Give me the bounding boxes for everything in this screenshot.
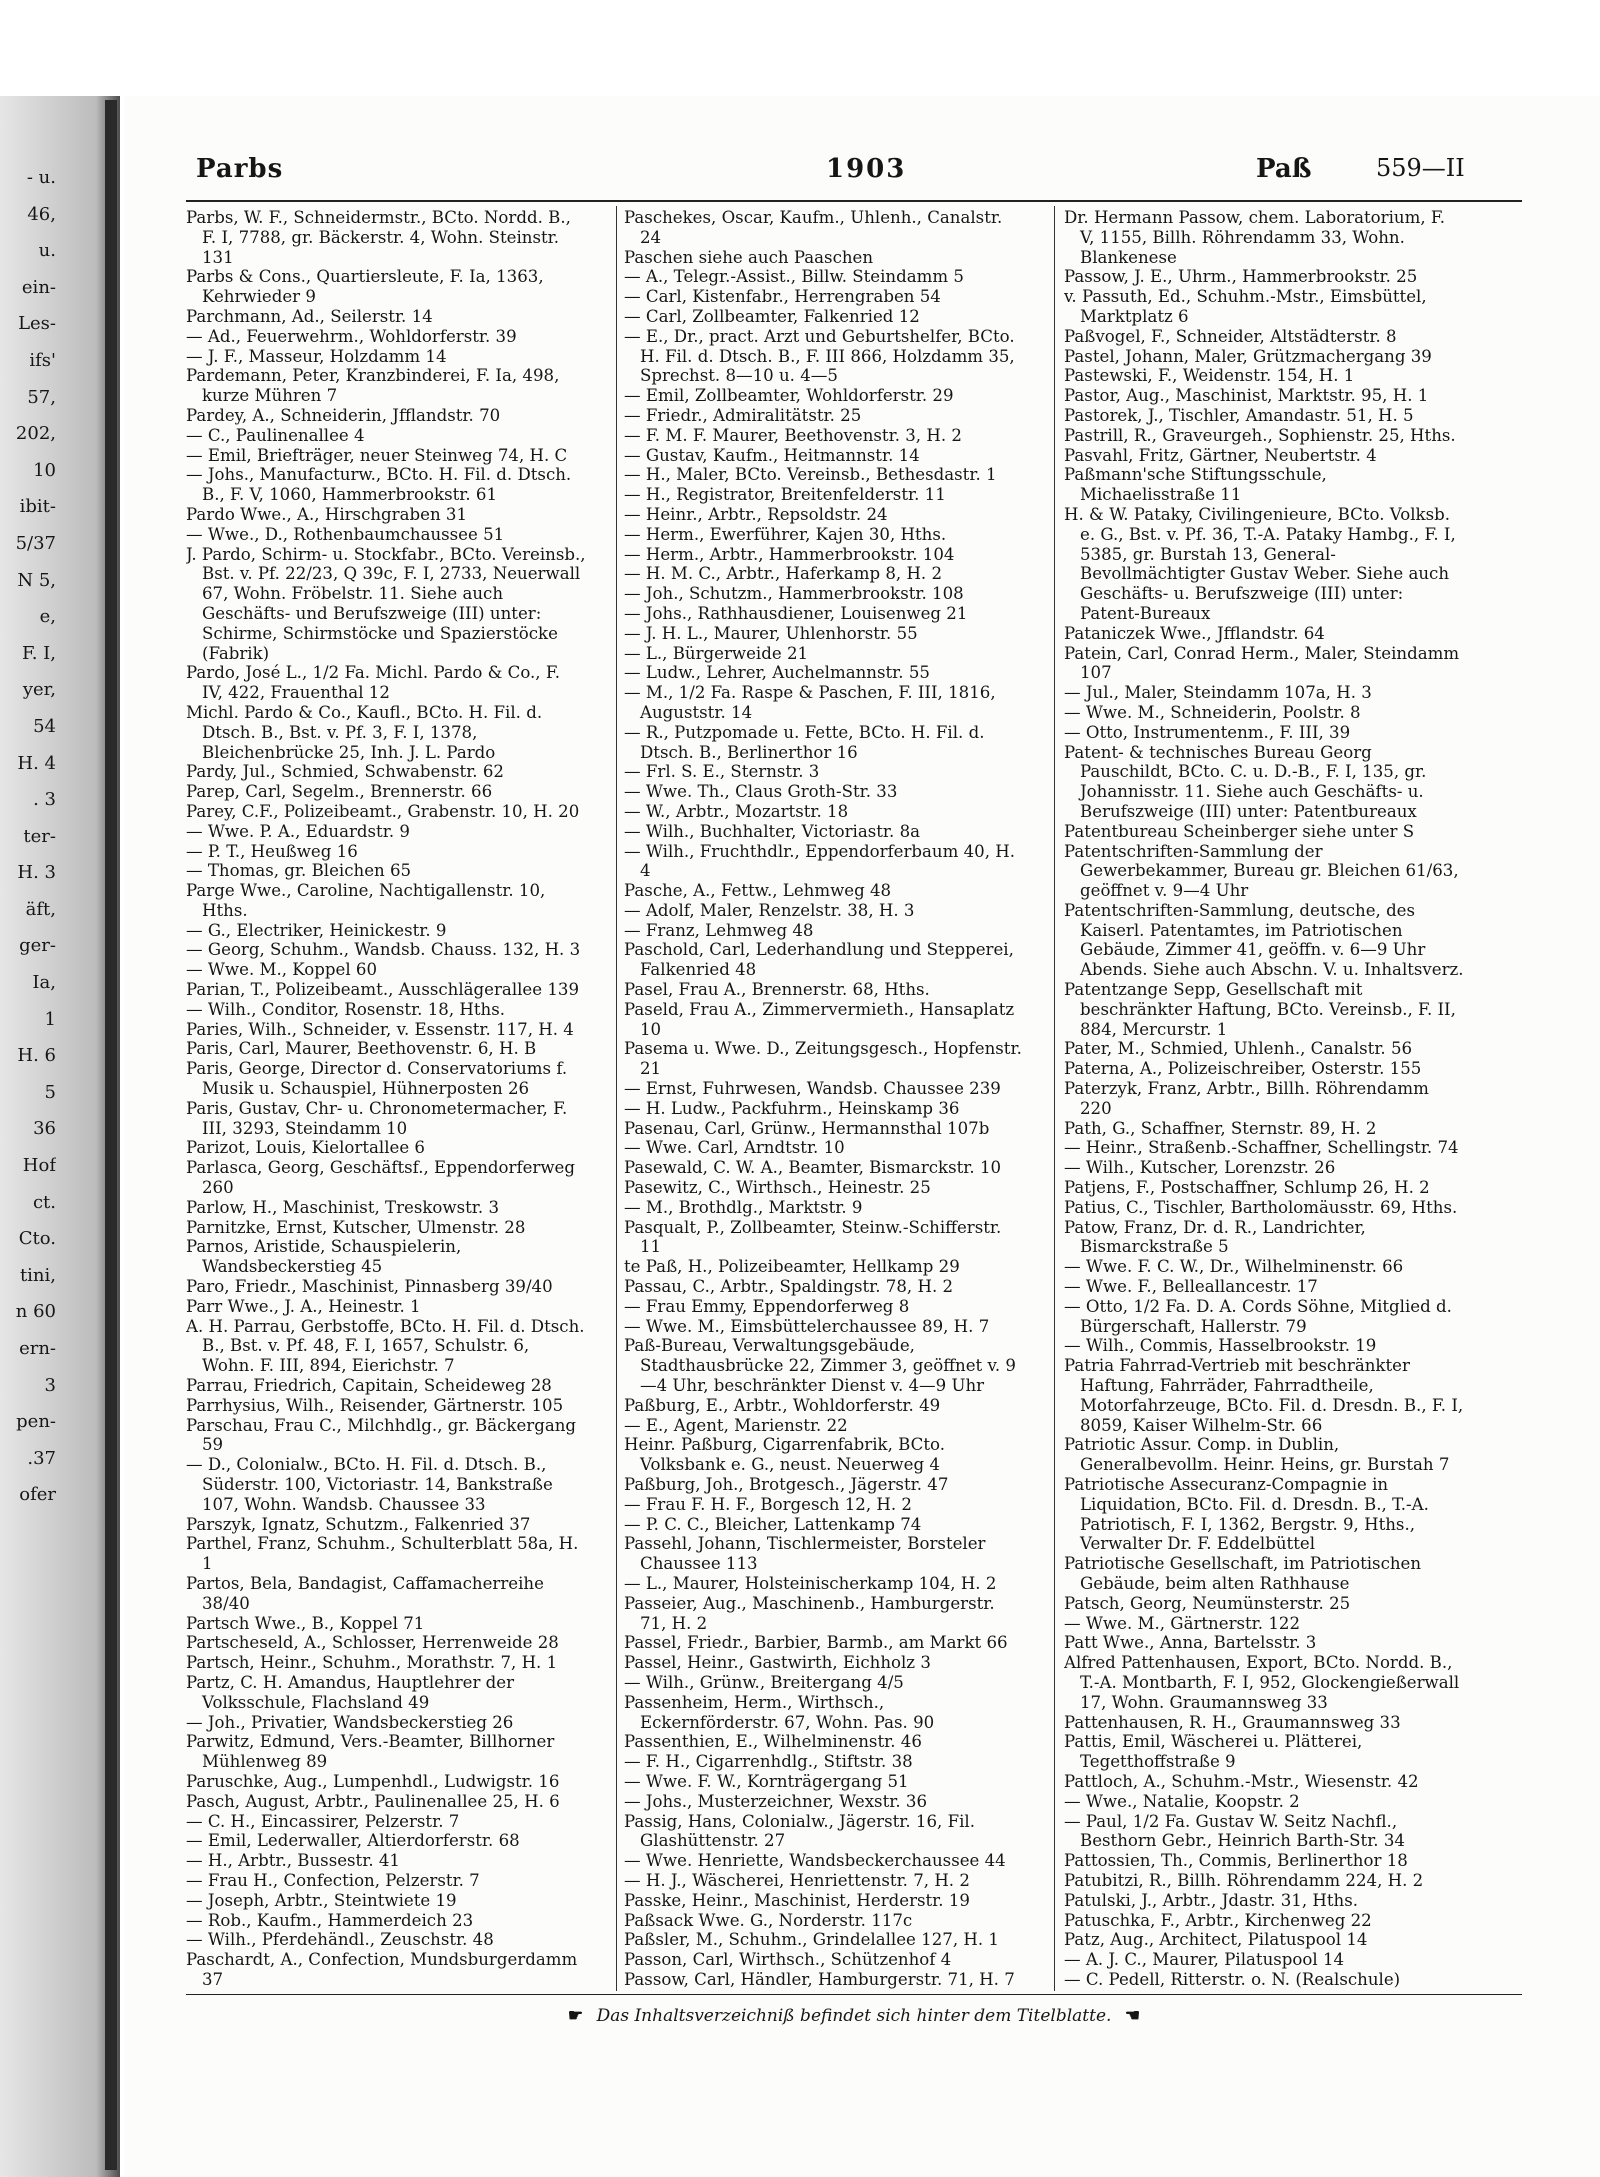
directory-entry: Patjens, F., Postschaffner, Schlump 26, H. 2 [1064,1178,1430,1198]
directory-entry: — C. Pedell, Ritterstr. o. N. (Realschule) [1064,1969,1401,1989]
running-header [186,154,1522,194]
directory-entry: — Wilh., Buchhalter, Victoriastr. 8a [624,821,921,841]
directory-entry: Passau, C., Arbtr., Spaldingstr. 78, H. 2 [624,1277,954,1297]
directory-entry: — Wwe. M., Gärtnerstr. 122 [1064,1613,1301,1633]
directory-entry: — Joh., Privatier, Wandsbeckerstieg 26 [186,1712,514,1732]
gutter-fragment: Hof [22,1155,56,1177]
directory-entry: — Wwe. Th., Claus Groth-Str. 33 [624,782,898,802]
column-separator [616,206,617,1991]
gutter-fragment: ein- [21,276,56,298]
gutter-fragment: N 5, [17,569,56,591]
directory-entry: Paries, Wilh., Schneider, v. Essenstr. 117, H. 4 [186,1019,574,1039]
directory-entry: — Wilh., Conditor, Rosenstr. 18, Hths. [186,999,506,1019]
directory-entry: Pardo, José L., 1/2 Fa. Michl. Pardo & Co., F. IV, 422, Frauenthal 12 [186,663,561,703]
directory-entry: Partos, Bela, Bandagist, Caffamacherreihe 38/40 [186,1573,544,1613]
directory-entry: Patubitzi, R., Billh. Röhrendamm 224, H. 2 [1064,1870,1424,1890]
gutter-fragment: Les- [18,313,56,335]
directory-entry: Patt Wwe., Anna, Bartelsstr. 3 [1064,1633,1317,1653]
directory-entry: Passow, J. E., Uhrm., Hammerbrookstr. 25 [1064,267,1418,287]
directory-entry: Paßsack Wwe. G., Norderstr. 117c [624,1910,913,1930]
directory-entry: — F. H., Cigarrenhdlg., Stiftstr. 38 [624,1752,913,1772]
directory-entry: — P. T., Heußweg 16 [186,841,358,861]
directory-entry: — L., Bürgerweide 21 [624,643,809,663]
directory-entry: Pastrill, R., Graveurgeh., Sophienstr. 25, Hths. [1064,425,1456,445]
gutter-fragment: tini, [19,1264,56,1286]
gutter-fragment: 46, [27,203,56,225]
directory-entry: — P. C. C., Bleicher, Lattenkamp 74 [624,1514,922,1534]
directory-entry: — Wwe. Henriette, Wandsbeckerchaussee 44 [624,1851,1006,1871]
directory-entry: te Paß, H., Polizeibeamter, Hellkamp 29 [624,1257,960,1277]
directory-entry: Parlasca, Georg, Geschäftsf., Eppendorferweg 260 [186,1158,575,1198]
directory-entry: Patein, Carl, Conrad Herm., Maler, Steindamm 107 [1064,643,1460,683]
gutter-fragment: ibit- [19,496,56,518]
directory-entry: Partscheseld, A., Schlosser, Herrenweide 28 [186,1633,559,1653]
directory-entry: Partsch Wwe., B., Koppel 71 [186,1613,425,1633]
directory-entry: — Johs., Musterzeichner, Wexstr. 36 [624,1791,928,1811]
header-rule [186,200,1522,202]
directory-entry: Pasche, A., Fettw., Lehmweg 48 [624,881,892,901]
directory-entry: Paschold, Carl, Lederhandlung und Stepperei, Falkenried 48 [624,940,1014,980]
directory-entry: Partsch, Heinr., Schuhm., Morathstr. 7, H. 1 [186,1653,558,1673]
directory-entry: — Heinr., Arbtr., Repsoldstr. 24 [624,504,888,524]
directory-entry: Dr. Hermann Passow, chem. Laboratorium, F. V, 1155, Billh. Röhrendamm 33, Wohn. Blankenese [1064,208,1446,267]
directory-entry: Patriotische Assecuranz-Compagnie in Liquidation, BCto. Fil. d. Dresdn. B., T.-A. Patriotisch, F. I, 1362, Bergstr. 9, Hths., Verwalter Dr. F. Eddelbüttel [1064,1475,1429,1554]
header-last-name: Paß [1256,154,1312,184]
directory-entry: — Wwe. F. C. W., Dr., Wilhelminenstr. 66 [1064,1257,1404,1277]
directory-entry: Pardemann, Peter, Kranzbinderei, F. Ia, 498, kurze Mühren 7 [186,366,560,406]
directory-entry: Patriotische Gesellschaft, im Patriotischen Gebäude, beim alten Rathhause [1064,1554,1422,1593]
gutter-fragment: 36 [33,1118,56,1140]
directory-entry: — Wwe., D., Rothenbaumchaussee 51 [186,524,505,544]
directory-entry: Pasema u. Wwe. D., Zeitungsgesch., Hopfenstr. 21 [624,1039,1022,1079]
directory-entry: — Wwe. M., Koppel 60 [186,960,378,980]
directory-entry: Pardy, Jul., Schmied, Schwabenstr. 62 [186,762,504,782]
page-number: 559—II [1376,154,1465,182]
directory-entry: Parrhysius, Wilh., Reisender, Gärtnerstr. 105 [186,1395,564,1415]
directory-entry: Patentbureau Scheinberger siehe unter S [1064,821,1415,841]
directory-entry: Paterna, A., Polizeischreiber, Osterstr. 155 [1064,1059,1422,1079]
gutter-fragment: e, [39,606,56,628]
directory-entry: — E., Dr., pract. Arzt und Geburtshelfer, BCto. H. Fil. d. Dtsch. B., F. III 866, Holzdamm 35, Sprechst. 8—10 u. 4—5 [624,326,1015,386]
directory-entry: — C., Paulinenallee 4 [186,425,365,445]
directory-entry: Pasewitz, C., Wirthsch., Heinestr. 25 [624,1178,931,1198]
gutter-fragment: Ia, [32,972,56,994]
directory-entry: Pastel, Johann, Maler, Grützmachergang 39 [1064,346,1432,366]
pointing-hand-icon: ☚ [1124,2006,1141,2026]
gutter-fragment: - u. [26,167,56,188]
directory-entry: — Frau F. H. F., Borgesch 12, H. 2 [624,1494,912,1514]
directory-entry: — Herm., Ewerführer, Kajen 30, Hths. [624,524,947,544]
directory-entry: Pastorek, J., Tischler, Amandastr. 51, H. 5 [1064,405,1414,425]
directory-entry: Michl. Pardo & Co., Kaufl., BCto. H. Fil. d. Dtsch. B., Bst. v. Pf. 3, F. I, 1378, Bleichenbrücke 25, Inh. J. L. Pardo [186,702,543,762]
directory-entry: Parszyk, Ignatz, Schutzm., Falkenried 37 [186,1514,531,1534]
directory-entry: Passehl, Johann, Tischlermeister, Borsteler Chaussee 113 [624,1534,986,1574]
directory-entry: — G., Electriker, Heinickestr. 9 [186,920,447,940]
directory-entry: Passeier, Aug., Maschinenb., Hamburgerstr. 71, H. 2 [624,1593,995,1633]
directory-entry: — R., Putzpomade u. Fette, BCto. H. Fil. d. Dtsch. B., Berlinerthor 16 [624,722,985,762]
directory-entry: — Emil, Lederwaller, Altierdorferstr. 68 [186,1831,520,1851]
directory-entry: — L., Maurer, Holsteinischerkamp 104, H. 2 [624,1573,997,1593]
directory-entry: — Otto, 1/2 Fa. D. A. Cords Söhne, Mitglied d. Bürgerschaft, Hallerstr. 79 [1064,1296,1452,1336]
directory-entry: — Carl, Zollbeamter, Falkenried 12 [624,306,920,326]
directory-entry: — J. H. L., Maurer, Uhlenhorstr. 55 [624,623,918,643]
gutter-fragment: ofer [19,1484,56,1506]
directory-entry: — Gustav, Kaufm., Heitmannstr. 14 [624,445,920,465]
directory-entry: Patent- & technisches Bureau Georg Pauschildt, BCto. C. u. D.-B., F. I, 135, gr. Johannisstr. 11. Siehe auch Geschäfts- u. Berufszweige (III) unter: Patentbureaux [1064,742,1427,821]
directory-entry: Parrau, Friedrich, Capitain, Scheideweg 28 [186,1376,552,1396]
directory-entry: Pataniczek Wwe., Jfflandstr. 64 [1064,623,1325,643]
directory-entry: — Georg, Schuhm., Wandsb. Chauss. 132, H. 3 [186,940,581,960]
directory-entry: Paßburg, E., Arbtr., Wohldorferstr. 49 [624,1395,941,1415]
gutter-fragment: Cto. [18,1228,56,1250]
directory-entry: Paris, Gustav, Chr- u. Chronometermacher, F. III, 3293, Steindamm 10 [186,1098,568,1138]
directory-entry: Patius, C., Tischler, Bartholomäusstr. 69, Hths. [1064,1197,1458,1217]
directory-entry: Paris, Carl, Maurer, Beethovenstr. 6, H. B [186,1039,537,1059]
directory-entry: Parge Wwe., Caroline, Nachtigallenstr. 10, Hths. [186,881,546,920]
gutter-fragment: u. [38,240,56,262]
directory-entry: — Friedr., Admiralitätstr. 25 [624,405,862,425]
directory-entry: Paterzyk, Franz, Arbtr., Billh. Röhrendamm 220 [1064,1079,1429,1118]
directory-entry: Pasewald, C. W. A., Beamter, Bismarckstr. 10 [624,1158,1002,1178]
directory-entry: — Joh., Schutzm., Hammerbrookstr. 108 [624,584,964,604]
directory-entry: — Wilh., Fruchthdlr., Eppendorferbaum 40, H. 4 [624,841,1016,881]
gutter-fragment: F. I, [22,642,56,664]
column-separator [1054,206,1055,1991]
footer-text: Das Inhaltsverzeichniß befindet sich hinter dem Titelblatte. [596,2006,1112,2026]
column-1 [186,208,586,1990]
gutter-fragment: 5/37 [15,532,56,554]
directory-entry: — Emil, Briefträger, neuer Steinweg 74, H. C [186,445,568,465]
gutter-fragment: yer, [22,679,56,701]
directory-entry: Parizot, Louis, Kielortallee 6 [186,1138,425,1158]
directory-entry: Parchmann, Ad., Seilerstr. 14 [186,306,433,326]
gutter-fragment: 3 [44,1374,56,1396]
pointing-hand-icon: ☛ [567,2006,584,2026]
gutter-fragment: äft, [25,898,56,920]
directory-entry: Passenheim, Herm., Wirthsch., Eckernförderstr. 67, Wohn. Pas. 90 [624,1692,935,1732]
directory-entry: — Ad., Feuerwehrm., Wohldorferstr. 39 [186,326,517,346]
gutter-fragment: H. 6 [17,1045,56,1067]
directory-entry: — Emil, Zollbeamter, Wohldorferstr. 29 [624,386,954,406]
directory-entry: — M., Brothdlg., Marktstr. 9 [624,1197,863,1217]
directory-entry: — F. M. F. Maurer, Beethovenstr. 3, H. 2 [624,425,962,445]
directory-entry: — Rob., Kaufm., Hammerdeich 23 [186,1910,474,1930]
gutter-fragment: pen- [16,1411,56,1433]
directory-entry: Pattloch, A., Schuhm.-Mstr., Wiesenstr. 42 [1064,1771,1419,1791]
directory-entry: Partz, C. H. Amandus, Hauptlehrer der Volksschule, Flachsland 49 [186,1672,515,1712]
directory-entry: Paruschke, Aug., Lumpenhdl., Ludwigstr. 16 [186,1771,560,1791]
directory-entry: Patentzange Sepp, Gesellschaft mit beschränkter Haftung, BCto. Vereinsb., F. II, 884, Mercurstr. 1 [1064,980,1456,1039]
directory-entry: Parschau, Frau C., Milchhdlg., gr. Bäckergang 59 [186,1415,577,1455]
gutter-fragment: 202, [15,423,56,445]
directory-entry: — J. F., Masseur, Holzdamm 14 [186,346,447,366]
directory-entry: — A. J. C., Maurer, Pilatuspool 14 [1064,1950,1345,1970]
gutter-fragment: 57, [27,386,56,408]
directory-entry: — Otto, Instrumentenm., F. III, 39 [1064,722,1351,742]
directory-entry: — Wwe. F. W., Kornträgergang 51 [624,1771,909,1791]
directory-entry: — Johs., Rathhausdiener, Louisenweg 21 [624,603,968,623]
directory-entry: A. H. Parrau, Gerbstoffe, BCto. H. Fil. d. Dtsch. B., Bst. v. Pf. 48, F. I, 1657, Schulstr. 6, Wohn. F. III, 894, Eierichstr. 7 [186,1316,585,1376]
directory-entry: — Wwe. Carl, Arndtstr. 10 [624,1138,845,1158]
directory-entry: — Wwe., Natalie, Koopstr. 2 [1064,1791,1300,1811]
directory-entry: H. & W. Pataky, Civilingenieure, BCto. Volksb. e. G., Bst. v. Pf. 36, T.-A. Pataky Hambg., F. I, 5385, gr. Burstah 13, General-Bevollmächtigter Gustav Weber. Siehe auch Geschäfts- u. Berufszweige (III) unter: Patent-Bureaux [1064,504,1456,623]
directory-entry: Parep, Carl, Segelm., Brennerstr. 66 [186,782,493,802]
directory-entry: — H. M. C., Arbtr., Haferkamp 8, H. 2 [624,564,943,584]
directory-entry: Pattis, Emil, Wäscherei u. Plätterei, Tegetthoffstraße 9 [1064,1732,1363,1772]
gutter-fragment: . 3 [33,789,56,811]
directory-entry: — H. J., Wäscherei, Henriettenstr. 7, H. 2 [624,1870,970,1890]
gutter-fragment: 5 [44,1081,56,1103]
directory-entry: Pardey, A., Schneiderin, Jfflandstr. 70 [186,405,501,425]
directory-entry: Pattossien, Th., Commis, Berlinerthor 18 [1064,1851,1408,1871]
directory-entry: — Ernst, Fuhrwesen, Wandsb. Chaussee 239 [624,1079,1001,1099]
gutter-fragment: ger- [19,935,56,957]
directory-entry: Parnitzke, Ernst, Kutscher, Ulmenstr. 28 [186,1217,526,1237]
directory-entry: Patentschriften-Sammlung der Gewerbekammer, Bureau gr. Bleichen 61/63, geöffnet v. 9—4 Uhr [1064,841,1459,901]
directory-entry: Paßmann'sche Stiftungsschule, Michaelisstraße 11 [1064,465,1327,505]
directory-entry: — Wilh., Commis, Hasselbrookstr. 19 [1064,1336,1377,1356]
directory-entry: — Adolf, Maler, Renzelstr. 38, H. 3 [624,900,915,920]
directory-entry: — C. H., Eincassirer, Pelzerstr. 7 [186,1811,460,1831]
directory-entry: Paß-Bureau, Verwaltungsgebäude, Stadthausbrücke 22, Zimmer 3, geöffnet v. 9—4 Uhr, beschränkter Dienst v. 4—9 Uhr [624,1336,1016,1396]
directory-entry: — Johs., Manufacturw., BCto. H. Fil. d. Dtsch. B., F. V, 1060, Hammerbrookstr. 61 [186,465,572,505]
directory-entry: — A., Telegr.-Assist., Billw. Steindamm 5 [624,267,964,287]
gutter-fragment: 1 [44,1008,56,1030]
directory-entry: Passig, Hans, Colonialw., Jägerstr. 16, Fil. Glashüttenstr. 27 [624,1811,976,1851]
gutter-fragment: 54 [33,715,56,737]
column-3 [1064,208,1464,1990]
directory-entry: Parr Wwe., J. A., Heinestr. 1 [186,1296,421,1316]
directory-entry: J. Pardo, Schirm- u. Stockfabr., BCto. Vereinsb., Bst. v. Pf. 22/23, Q 39c, F. I, 2733, Neuerwall 67, Wohn. Fröbelstr. 11. Siehe auch Geschäfts- und Berufszweige (III) unter: Schirme, Schirmstöcke und Spazierstöcke (Fabrik) [186,544,586,663]
directory-entry: Paßburg, Joh., Brotgesch., Jägerstr. 47 [624,1475,949,1494]
directory-entry: Parlow, H., Maschinist, Treskowstr. 3 [186,1197,500,1217]
directory-entry: Patulski, J., Arbtr., Jdastr. 31, Hths. [1064,1890,1359,1910]
directory-entry: Patentschriften-Sammlung, deutsche, des Kaiserl. Patentamtes, im Patriotischen Gebäude, Zimmer 41, geöffn. v. 6—9 Uhr Abends. Siehe auch Abschn. V. u. Inhaltsverz. [1064,900,1464,980]
directory-entry: Patow, Franz, Dr. d. R., Landrichter, Bismarckstraße 5 [1064,1217,1366,1257]
directory-entry: Alfred Pattenhausen, Export, BCto. Nordd. B., T.-A. Montbarth, F. I, 952, Glockengießerwall 17, Wohn. Graumannsweg 33 [1064,1653,1460,1712]
directory-entry: Paßvogel, F., Schneider, Altstädterstr. 8 [1064,326,1397,346]
gutter-fragment: .37 [27,1447,56,1469]
directory-entry: — Paul, 1/2 Fa. Gustav W. Seitz Nachfl., Besthorn Gebr., Heinrich Barth-Str. 34 [1064,1811,1405,1851]
footer-note [186,2006,1522,2026]
directory-entry: Paschardt, A., Confection, Mundsburgerdamm 37 [186,1950,578,1989]
directory-entry: — Wilh., Kutscher, Lorenzstr. 26 [1064,1158,1336,1178]
directory-entry: — Wwe. M., Eimsbüttelerchaussee 89, H. 7 [624,1316,990,1336]
directory-entry: — Herm., Arbtr., Hammerbrookstr. 104 [624,544,955,564]
directory-entry: Passel, Friedr., Barbier, Barmb., am Markt 66 [624,1633,1008,1653]
directory-entry: Parey, C.F., Polizeibeamt., Grabenstr. 10, H. 20 [186,801,580,821]
gutter-fragment: ter- [23,825,56,847]
directory-entry: Pasenau, Carl, Grünw., Hermannsthal 107b [624,1118,990,1138]
directory-entry: Paßsler, M., Schuhm., Grindelallee 127, H. 1 [624,1930,999,1950]
directory-entry: — Franz, Lehmweg 48 [624,920,814,940]
directory-entry: — Joseph, Arbtr., Steintwiete 19 [186,1890,457,1910]
directory-entry: Heinr. Paßburg, Cigarrenfabrik, BCto. Volksbank e. G., neust. Neuerweg 4 [624,1435,945,1475]
directory-entry: — Wwe. M., Schneiderin, Poolstr. 8 [1064,702,1361,722]
directory-entry: Parbs, W. F., Schneidermstr., BCto. Nordd. B., F. I, 7788, gr. Bäckerstr. 4, Wohn. Steinstr. 131 [186,208,571,267]
directory-page [124,96,1600,2177]
directory-entry: Patriotic Assur. Comp. in Dublin, Generalbevollm. Heinr. Heins, gr. Burstah 7 [1064,1435,1450,1475]
directory-entry: Passon, Carl, Wirthsch., Schützenhof 4 [624,1950,952,1970]
directory-entry: Pastewski, F., Weidenstr. 154, H. 1 [1064,366,1355,386]
gutter-fragment: 10 [33,459,56,481]
directory-entry: — H. Ludw., Packfuhrm., Heinskamp 36 [624,1098,960,1118]
directory-entry: Pater, M., Schmied, Uhlenh., Canalstr. 56 [1064,1039,1413,1059]
gutter-fragment: H. 4 [17,752,56,774]
directory-entry: Patsch, Georg, Neumünsterstr. 25 [1064,1593,1351,1613]
directory-entry: Patz, Aug., Architect, Pilatuspool 14 [1064,1930,1368,1950]
directory-entry: Parthel, Franz, Schuhm., Schulterblatt 58a, H. 1 [186,1534,579,1574]
directory-entry: Pasqualt, P., Zollbeamter, Steinw.-Schifferstr. 11 [624,1217,1002,1257]
directory-entry: Path, G., Schaffner, Sternstr. 89, H. 2 [1064,1118,1377,1138]
directory-entry: — Wwe. P. A., Eduardstr. 9 [186,821,410,841]
directory-entry: — Jul., Maler, Steindamm 107a, H. 3 [1064,683,1372,703]
column-2 [624,208,1024,1990]
directory-entry: — H., Registrator, Breitenfelderstr. 11 [624,485,946,505]
directory-entry: — Frau Emmy, Eppendorferweg 8 [624,1296,910,1316]
directory-entry: Passenthien, E., Wilhelminenstr. 46 [624,1732,922,1752]
directory-entry: Pasel, Frau A., Brennerstr. 68, Hths. [624,980,930,1000]
gutter-fragment: n 60 [15,1301,56,1323]
directory-entry: — H., Maler, BCto. Vereinsb., Bethesdastr. 1 [624,465,997,485]
directory-entry: Pasch, August, Arbtr., Paulinenallee 25, H. 6 [186,1791,560,1811]
directory-entry: — Heinr., Straßenb.-Schaffner, Schellingstr. 74 [1064,1138,1459,1158]
directory-entry: — Ludw., Lehrer, Auchelmannstr. 55 [624,663,930,683]
directory-entry: Patria Fahrrad-Vertrieb mit beschränkter Haftung, Fahrräder, Fahrradtheile, Motorfahrzeuge, BCto. Fil. d. Dresdn. B., F. I, 8059, Kaiser Wilhelm-Str. 66 [1064,1356,1464,1435]
directory-entry: Passke, Heinr., Maschinist, Herderstr. 19 [624,1890,970,1910]
directory-entry: Paseld, Frau A., Zimmervermieth., Hansaplatz 10 [624,999,1015,1039]
directory-entry: — Wilh., Grünw., Breitergang 4/5 [624,1672,904,1692]
directory-entry: Parbs & Cons., Quartiersleute, F. Ia, 1363, Kehrwieder 9 [186,267,544,307]
directory-entry: Pastor, Aug., Maschinist, Marktstr. 95, H. 1 [1064,386,1429,406]
directory-entry: Pasvahl, Fritz, Gärtner, Neubertstr. 4 [1064,445,1377,465]
directory-entry: — M., 1/2 Fa. Raspe & Paschen, F. III, 1816, Auguststr. 14 [624,683,996,722]
directory-entry: — Wwe. F., Belleallancestr. 17 [1064,1277,1318,1297]
footer-rule [186,1994,1522,1995]
directory-entry: Pardo Wwe., A., Hirschgraben 31 [186,504,468,524]
book-spine [105,100,117,2170]
directory-entry: — H., Arbtr., Bussestr. 41 [186,1851,400,1871]
directory-entry: Parwitz, Edmund, Vers.-Beamter, Billhorner Mühlenweg 89 [186,1732,555,1772]
directory-entry: Paschekes, Oscar, Kaufm., Uhlenh., Canalstr. 24 [624,208,1003,247]
directory-entry: Parnos, Aristide, Schauspielerin, Wandsbeckerstieg 45 [186,1237,462,1277]
previous-page-edge-text [0,160,56,2000]
header-first-name: Parbs [196,154,284,184]
directory-entry: — Frl. S. E., Sternstr. 3 [624,762,820,782]
directory-entry: Paschen siehe auch Paaschen [624,247,874,267]
directory-entry: — Thomas, gr. Bleichen 65 [186,861,412,881]
gutter-fragment: H. 3 [17,862,56,884]
directory-entry: Patuschka, F., Arbtr., Kirchenweg 22 [1064,1910,1372,1930]
directory-entry: — Carl, Kistenfabr., Herrengraben 54 [624,287,941,307]
gutter-fragment: ern- [19,1338,56,1359]
directory-entry: Pattenhausen, R. H., Graumannsweg 33 [1064,1712,1401,1732]
directory-entry: — W., Arbtr., Mozartstr. 18 [624,801,849,821]
directory-entry: — Wilh., Pferdehändl., Zeuschstr. 48 [186,1930,494,1950]
directory-entry: Passel, Heinr., Gastwirth, Eichholz 3 [624,1653,931,1673]
directory-entry: — Frau H., Confection, Pelzerstr. 7 [186,1870,480,1890]
gutter-fragment: ifs' [29,349,56,371]
directory-entry: Passow, Carl, Händler, Hamburgerstr. 71, H. 7 [624,1969,1015,1989]
header-year: 1903 [826,154,907,184]
gutter-fragment: ct. [32,1191,56,1213]
directory-entry: Paris, George, Director d. Conservatoriums f. Musik u. Schauspiel, Hühnerposten 26 [186,1059,568,1099]
directory-entry: Paro, Friedr., Maschinist, Pinnasberg 39/40 [186,1277,553,1297]
directory-entry: — E., Agent, Marienstr. 22 [624,1415,848,1435]
directory-entry: — D., Colonialw., BCto. H. Fil. d. Dtsch. B., Süderstr. 100, Victoriastr. 14, Bankstraße 107, Wohn. Wandsb. Chaussee 33 [186,1455,553,1514]
directory-entry: Parian, T., Polizeibeamt., Ausschlägerallee 139 [186,980,580,1000]
directory-entry: v. Passuth, Ed., Schuhm.-Mstr., Eimsbüttel, Marktplatz 6 [1064,287,1427,326]
